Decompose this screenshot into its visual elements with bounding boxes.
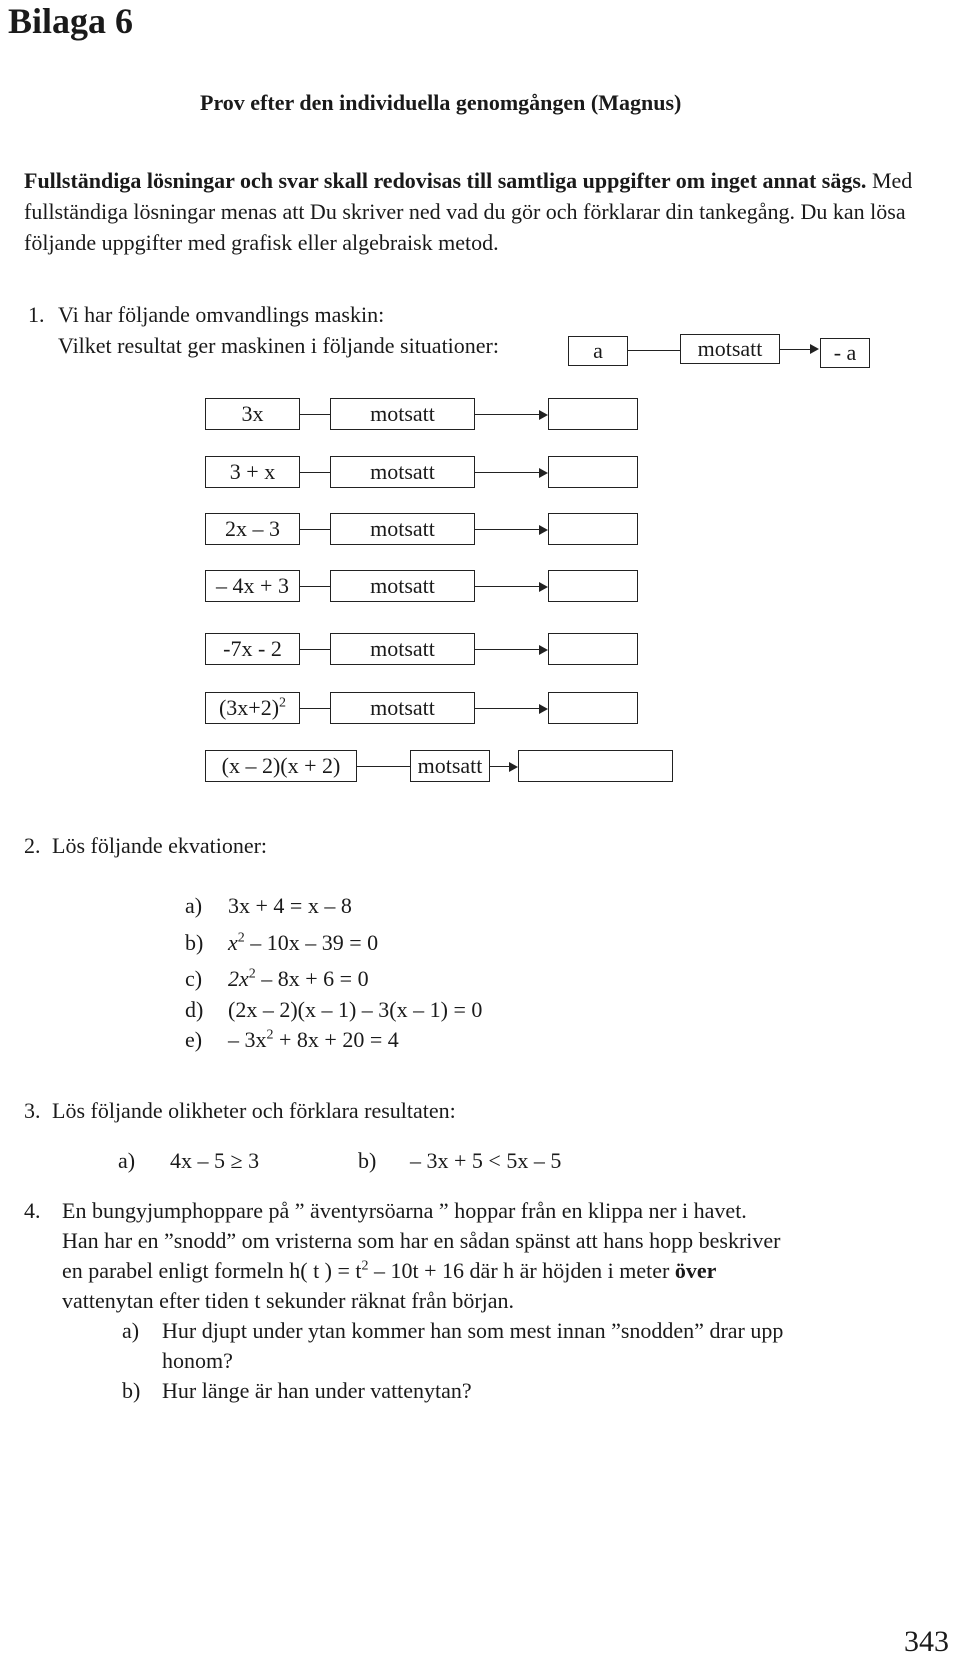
equation-label: c) [185,966,203,991]
instructions-rest: Med fullständiga lösningar menas att Du skriver ned vad du gör och förklarar din tankegång. Du kan lösa följande uppgifter med grafisk eller algebraisk metod. [24,168,913,255]
q4-b-question: Hur länge är han under vattenytan? [162,1378,472,1403]
machine-input-box [205,570,300,602]
equation-term: – 3x [228,1027,267,1052]
q3-number: 3. [24,1098,41,1123]
answer-box[interactable] [548,513,638,545]
connector [475,649,540,650]
q3-a-label: a) [118,1148,136,1173]
machine-box [330,692,475,724]
equation: 3x + 4 = x – 8 [228,893,352,918]
connector [475,529,540,530]
q1-line1: Vi har följande omvandlings maskin: [58,302,385,327]
q4-formula-exp: 2 [361,1258,369,1274]
arrow-icon [539,582,548,592]
machine-label: motsatt [417,753,483,778]
machine-input [219,697,286,719]
answer-box[interactable] [548,456,638,488]
machine-input-box [205,513,300,545]
q4-line2: Han har en ”snodd” om vristerna som har en sådan spänst att hans hopp beskriver [62,1228,781,1253]
equation [228,966,369,992]
example-output: - a [833,340,857,365]
connector [780,349,812,350]
instructions [24,165,934,258]
machine-input-box [205,750,357,782]
example-output-box [820,338,870,368]
example-machine: motsatt [697,336,763,361]
machine-box [330,633,475,665]
machine-box [410,750,490,782]
connector [300,649,330,650]
example-input-box [568,336,628,366]
arrow-icon [539,704,548,714]
equation-exponent: 2 [248,966,256,982]
q4-emphasis: över [674,1258,717,1283]
q1-number: 1. [28,302,45,327]
q3-a-inequality: 4x – 5 ≥ 3 [170,1148,260,1173]
q4-a-label: a) [122,1318,140,1343]
q4-number: 4. [24,1198,41,1223]
example-input: a [593,338,603,363]
answer-box[interactable] [548,398,638,430]
equation-rest: + 8x + 20 = 4 [273,1027,399,1052]
connector [300,586,330,587]
machine-label: motsatt [370,695,435,720]
test-title: Prov efter den individuella genomgången (Magnus) [200,90,682,115]
equation-label: a) [185,893,203,918]
machine-input-exponent: 2 [279,695,287,711]
q4-line1: En bungyjumphoppare på ” äventyrsöarna ” hoppar från en klippa ner i havet. [62,1198,747,1223]
appendix-title: Bilaga 6 [8,1,134,41]
equation-label: d) [185,997,204,1022]
page-number: 343 [904,1625,949,1658]
q4-b-label: b) [122,1378,141,1403]
connector [475,472,540,473]
connector [475,708,540,709]
answer-box[interactable] [548,633,638,665]
machine-input: 3x [241,401,264,426]
machine-input: -7x - 2 [223,636,282,661]
arrow-icon [810,344,819,354]
instructions-bold: Fullständiga lösningar och svar skall redovisas till samtliga uppgifter om inget annat sägs. [24,168,867,193]
connector [357,766,410,767]
equation-term: 2x [228,966,249,991]
example-machine-box [680,334,780,364]
connector [490,766,510,767]
arrow-icon [539,525,548,535]
q3-b-inequality: – 3x + 5 < 5x – 5 [410,1148,562,1173]
machine-input-box [205,633,300,665]
q4-line3 [62,1258,716,1284]
machine-input: 3 + x [229,459,276,484]
machine-label: motsatt [370,401,435,426]
arrow-icon [539,645,548,655]
equation-label: e) [185,1027,203,1052]
equation: (2x – 2)(x – 1) – 3(x – 1) = 0 [228,997,483,1022]
arrow-icon [509,762,518,772]
machine-label: motsatt [370,636,435,661]
equation-exponent: 2 [266,1027,274,1043]
machine-input-box [205,398,300,430]
q4-formula-pre: en parabel enligt formeln h( t ) = t [62,1258,362,1283]
machine-input-box [205,456,300,488]
connector [475,586,540,587]
equation-exponent: 2 [237,930,245,946]
answer-box[interactable] [548,692,638,724]
machine-label: motsatt [370,459,435,484]
machine-label: motsatt [370,573,435,598]
connector [300,472,330,473]
machine-box [330,456,475,488]
q2-heading: Lös följande ekvationer: [52,833,268,858]
equation [228,1027,399,1053]
equation [228,930,378,956]
connector [300,708,330,709]
machine-box [330,398,475,430]
machine-input-box [205,692,300,724]
arrow-icon [539,410,548,420]
machine-box [330,513,475,545]
arrow-icon [539,468,548,478]
machine-input: – 4x + 3 [216,573,289,598]
connector [628,350,680,351]
answer-box[interactable] [518,750,673,782]
q3-b-label: b) [358,1148,377,1173]
q4-formula-post: – 10t + 16 där h är höjden i meter [368,1258,675,1283]
answer-box[interactable] [548,570,638,602]
machine-input: (x – 2)(x + 2) [221,753,341,778]
equation-rest: – 8x + 6 = 0 [255,966,369,991]
machine-box [330,570,475,602]
q4-a-line1: Hur djupt under ytan kommer han som mest innan ”snodden” drar upp [162,1318,784,1343]
q2-number: 2. [24,833,41,858]
q4-line4: vattenytan efter tiden t sekunder räknat från början. [62,1288,515,1313]
connector [475,414,540,415]
equation-term: x [228,930,238,955]
q1-line2: Vilket resultat ger maskinen i följande situationer: [58,333,499,358]
equation-rest: – 10x – 39 = 0 [244,930,379,955]
equation-label: b) [185,930,204,955]
machine-label: motsatt [370,516,435,541]
q4-a-line2: honom? [162,1348,233,1373]
machine-input-base: (3x+2) [218,695,280,720]
machine-input: 2x – 3 [225,516,280,541]
connector [300,414,330,415]
connector [300,529,330,530]
q3-heading: Lös följande olikheter och förklara resultaten: [52,1098,456,1123]
